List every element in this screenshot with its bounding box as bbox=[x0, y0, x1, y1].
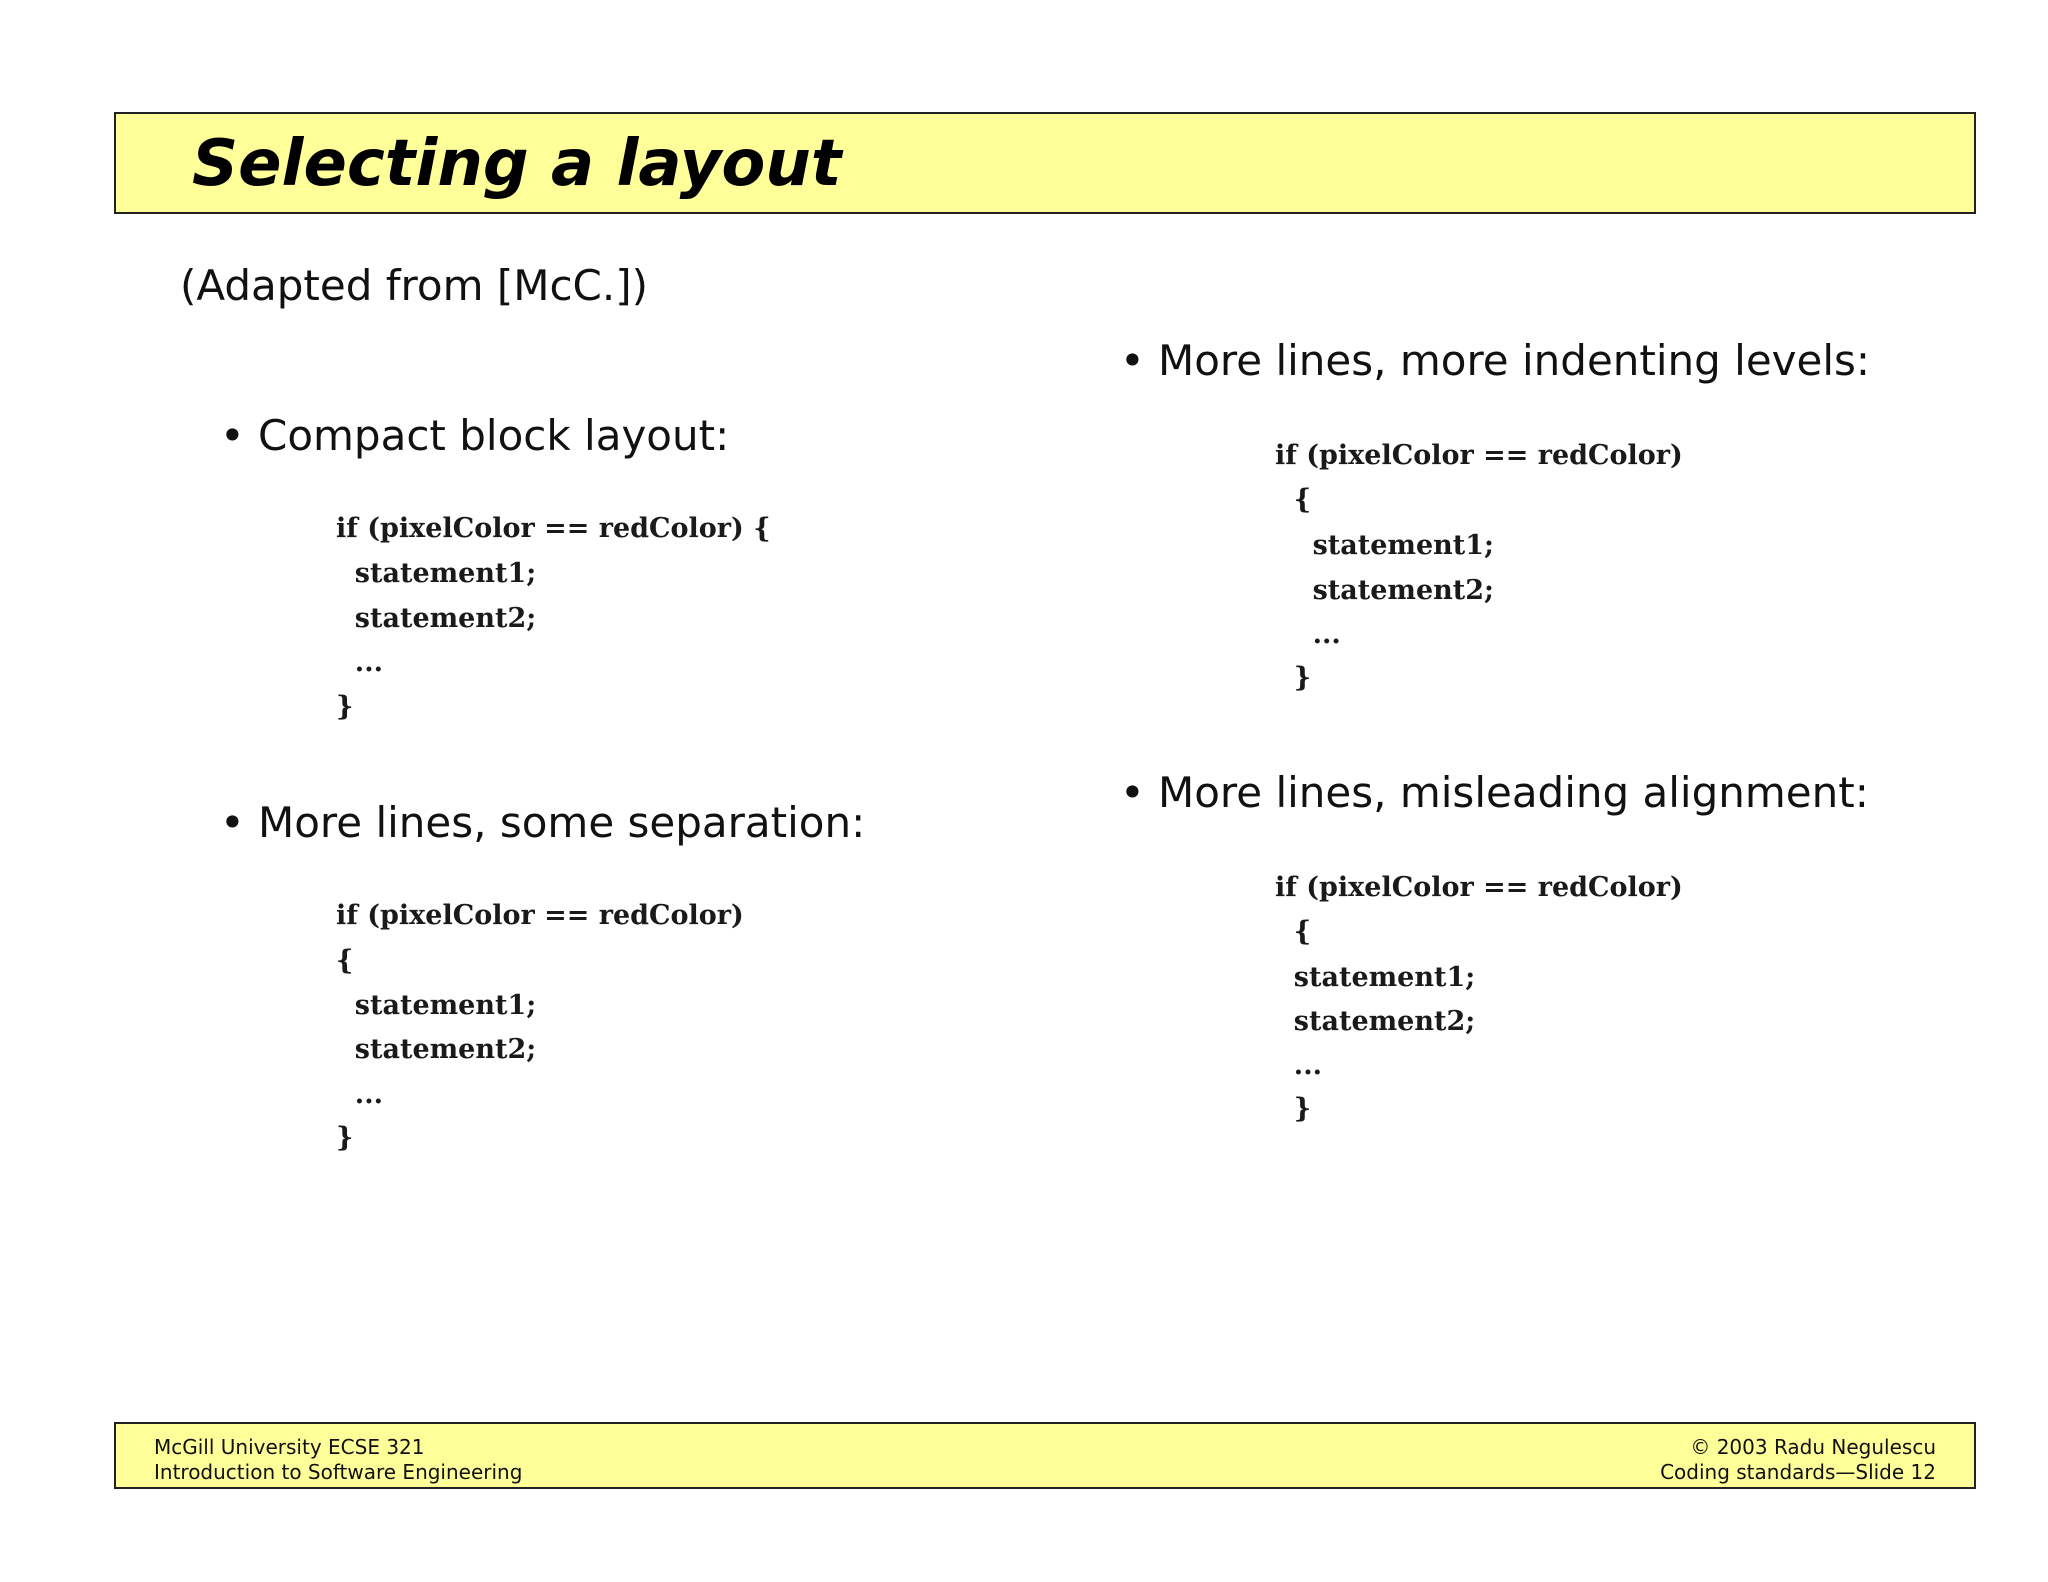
title-banner bbox=[114, 112, 1976, 214]
bullet-dot-icon: • bbox=[1120, 336, 1145, 385]
source-note: (Adapted from [McC.]) bbox=[180, 261, 649, 310]
code-line: { bbox=[1275, 484, 1312, 515]
code-line: } bbox=[336, 691, 354, 722]
bullet-separation-layout bbox=[220, 795, 865, 851]
code-line: } bbox=[336, 1122, 354, 1153]
bullet-compact-layout bbox=[220, 408, 729, 464]
code-line: { bbox=[336, 945, 354, 976]
code-line: } bbox=[1275, 662, 1312, 693]
code-line: statement1; bbox=[1275, 530, 1495, 561]
bullet-separation-label: More lines, some separation: bbox=[258, 798, 866, 847]
code-line: ... bbox=[336, 647, 383, 678]
code-line: statement1; bbox=[336, 558, 537, 589]
footer-course-title: Introduction to Software Engineering bbox=[154, 1460, 523, 1484]
bullet-misleading-layout bbox=[1120, 765, 1869, 821]
code-line: ... bbox=[336, 1079, 383, 1110]
bullet-misleading-label: More lines, misleading alignment: bbox=[1158, 768, 1869, 817]
code-line: statement2; bbox=[1275, 1006, 1476, 1037]
footer-copyright: © 2003 Radu Negulescu bbox=[1690, 1435, 1936, 1459]
code-line: if (pixelColor == redColor) bbox=[336, 900, 744, 931]
code-line: ... bbox=[1275, 1050, 1322, 1081]
code-line: statement1; bbox=[336, 990, 537, 1021]
bullet-indenting-label: More lines, more indenting levels: bbox=[1158, 336, 1871, 385]
code-line: if (pixelColor == redColor) bbox=[1275, 440, 1683, 471]
code-line: statement2; bbox=[336, 1034, 537, 1065]
code-line: { bbox=[1275, 916, 1312, 947]
code-line: statement2; bbox=[336, 603, 537, 634]
footer-university: McGill University ECSE 321 bbox=[154, 1435, 425, 1459]
bullet-dot-icon: • bbox=[220, 411, 245, 460]
code-line: if (pixelColor == redColor) bbox=[1275, 872, 1683, 903]
code-line: if (pixelColor == redColor) { bbox=[336, 513, 771, 544]
code-line: statement2; bbox=[1275, 575, 1495, 606]
code-line: statement1; bbox=[1275, 962, 1476, 993]
bullet-dot-icon: • bbox=[1120, 768, 1145, 817]
footer-slide-info bbox=[1660, 1435, 1936, 1485]
bullet-compact-label: Compact block layout: bbox=[258, 411, 730, 460]
code-line: } bbox=[1275, 1093, 1312, 1124]
slide-title: Selecting a layout bbox=[192, 127, 842, 201]
footer-banner bbox=[114, 1422, 1976, 1489]
code-line: ... bbox=[1275, 619, 1341, 650]
footer-slide-number: Coding standards—Slide 12 bbox=[1660, 1460, 1936, 1484]
footer-course-info bbox=[154, 1435, 522, 1485]
bullet-dot-icon: • bbox=[220, 798, 245, 847]
bullet-indenting-layout bbox=[1120, 333, 1870, 389]
